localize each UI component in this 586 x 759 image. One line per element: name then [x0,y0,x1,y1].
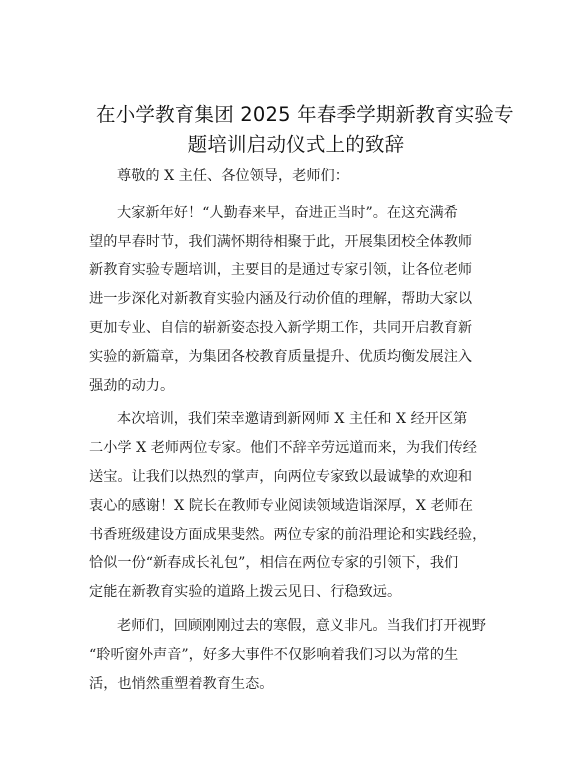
paragraph-line: 恰似一份“新春成长礼包”，相信在两位专家的引领下，我们 [89,555,459,572]
paragraph-line: 二小学 X 老师两位专家。他们不辞辛劳远道而来，为我们传经 [89,440,477,457]
paragraph-line: 定能在新教育实验的道路上拨云见日、行稳致远。 [89,584,402,601]
paragraph-line: 望的早春时节，我们满怀期待相聚于此，开展集团校全体教师 [89,233,473,250]
paragraph-line: 书香班级建设方面成果斐然。两位专家的前沿理论和实践经验， [89,526,487,543]
paragraph-line: 实验的新篇章，为集团各校教育质量提升、优质均衡发展注入 [89,348,473,365]
paragraph-line: 活，也悄然重塑着教育生态。 [89,675,274,692]
paragraph-line: 进一步深化对新教育实验内涵及行动价值的理解，帮助大家以 [89,291,473,308]
paragraph-line: 本次培训，我们荣幸邀请到新网师 X 主任和 X 经开区第 [117,411,468,428]
paragraph-line: 老师们，回顾刚刚过去的寒假，意义非凡。当我们打开视野 [117,617,486,634]
paragraph-line: “聆听窗外声音”，好多大事件不仅影响着我们习以为常的生 [89,646,459,663]
title-line-2: 题培训启动仪式上的致辞 [187,133,405,156]
salutation [89,162,501,191]
paragraph-3 [89,612,501,698]
paragraph-2 [89,405,501,607]
paragraph-line: 大家新年好！“人勤春来早，奋进正当时”。在这充满希 [117,204,458,221]
paragraph-line: 强劲的动力。 [89,377,175,394]
paragraph-line: 新教育实验专题培训，主要目的是通过专家引领，让各位老师 [89,262,473,279]
document-title [96,100,514,160]
paragraph-line: 更加专业、自信的崭新姿态投入新学期工作，共同开启教育新 [89,319,473,336]
paragraph-line: 送宝。让我们以热烈的掌声，向两位专家致以最诚挚的欢迎和 [89,468,473,485]
paragraph-1 [89,199,501,401]
paragraph-line: 衷心的感谢！X 院长在教师专业阅读领域造诣深厚，X 老师在 [89,497,473,514]
document-body [89,162,501,703]
salutation-text: 尊敬的 X 主任、各位领导，老师们： [117,168,349,184]
title-line-1: 在小学教育集团 2025 年春季学期新教育实验专 [96,103,514,126]
